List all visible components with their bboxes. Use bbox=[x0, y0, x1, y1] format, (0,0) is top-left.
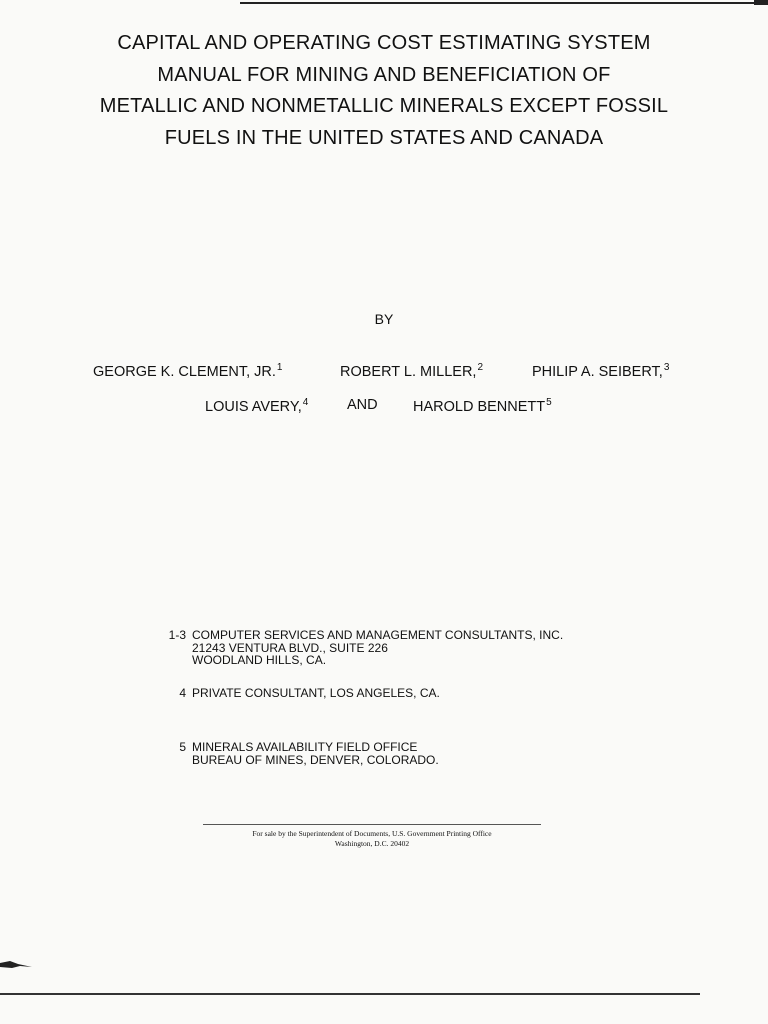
author-name: HAROLD BENNETT bbox=[413, 399, 546, 415]
author-name: LOUIS AVERY, bbox=[205, 399, 302, 415]
affiliation-number: 4 bbox=[179, 686, 186, 700]
author-footnote-mark: 5 bbox=[546, 397, 552, 408]
affiliation-line: 21243 VENTURA BLVD., SUITE 226 bbox=[192, 640, 388, 655]
top-rule bbox=[240, 2, 768, 4]
author-footnote-mark: 3 bbox=[663, 362, 670, 373]
author-footnote-mark: 4 bbox=[302, 397, 309, 408]
author-bennett bbox=[413, 397, 552, 415]
sale-notice-rule bbox=[203, 824, 541, 825]
top-rule-end-mark bbox=[754, 0, 768, 5]
by-label: BY bbox=[374, 311, 394, 327]
affiliation-line: PRIVATE CONSULTANT, LOS ANGELES, CA. bbox=[192, 686, 440, 700]
author-name: ROBERT L. MILLER, bbox=[340, 364, 477, 380]
affiliation-line: MINERALS AVAILABILITY FIELD OFFICE bbox=[192, 740, 418, 754]
author-miller bbox=[340, 362, 483, 380]
bottom-rule bbox=[0, 993, 700, 995]
author-seibert bbox=[532, 362, 669, 380]
affiliation-line: COMPUTER SERVICES AND MANAGEMENT CONSULTANTS, INC. bbox=[192, 628, 564, 642]
author-clement bbox=[93, 362, 282, 380]
title-line: METALLIC AND NONMETALLIC MINERALS EXCEPT FOSSIL bbox=[99, 95, 669, 117]
affiliation-line: WOODLAND HILLS, CA. bbox=[192, 653, 327, 667]
scan-smudge-mark bbox=[0, 955, 36, 973]
and-conjunction: AND bbox=[347, 397, 378, 413]
author-avery bbox=[205, 397, 308, 415]
sale-notice bbox=[203, 829, 541, 849]
author-footnote-mark: 2 bbox=[477, 362, 484, 373]
title-line: MANUAL FOR MINING AND BENEFICIATION OF bbox=[157, 63, 611, 86]
author-name: GEORGE K. CLEMENT, JR. bbox=[93, 364, 276, 380]
affiliation-line: BUREAU OF MINES, DENVER, COLORADO. bbox=[192, 752, 439, 767]
sale-notice-line: For sale by the Superintendent of Documents, U.S. Government Printing Office bbox=[252, 829, 492, 838]
author-footnote-mark: 1 bbox=[276, 362, 283, 373]
title-line: FUELS IN THE UNITED STATES AND CANADA bbox=[164, 126, 604, 149]
author-name: PHILIP A. SEIBERT, bbox=[532, 364, 663, 380]
document-title bbox=[40, 28, 728, 154]
sale-notice-line: Washington, D.C. 20402 bbox=[334, 839, 410, 848]
title-line: CAPITAL AND OPERATING COST ESTIMATING SYSTEM bbox=[117, 32, 651, 54]
affiliation-number: 1-3 bbox=[168, 628, 186, 642]
affiliation-number: 5 bbox=[179, 740, 186, 754]
